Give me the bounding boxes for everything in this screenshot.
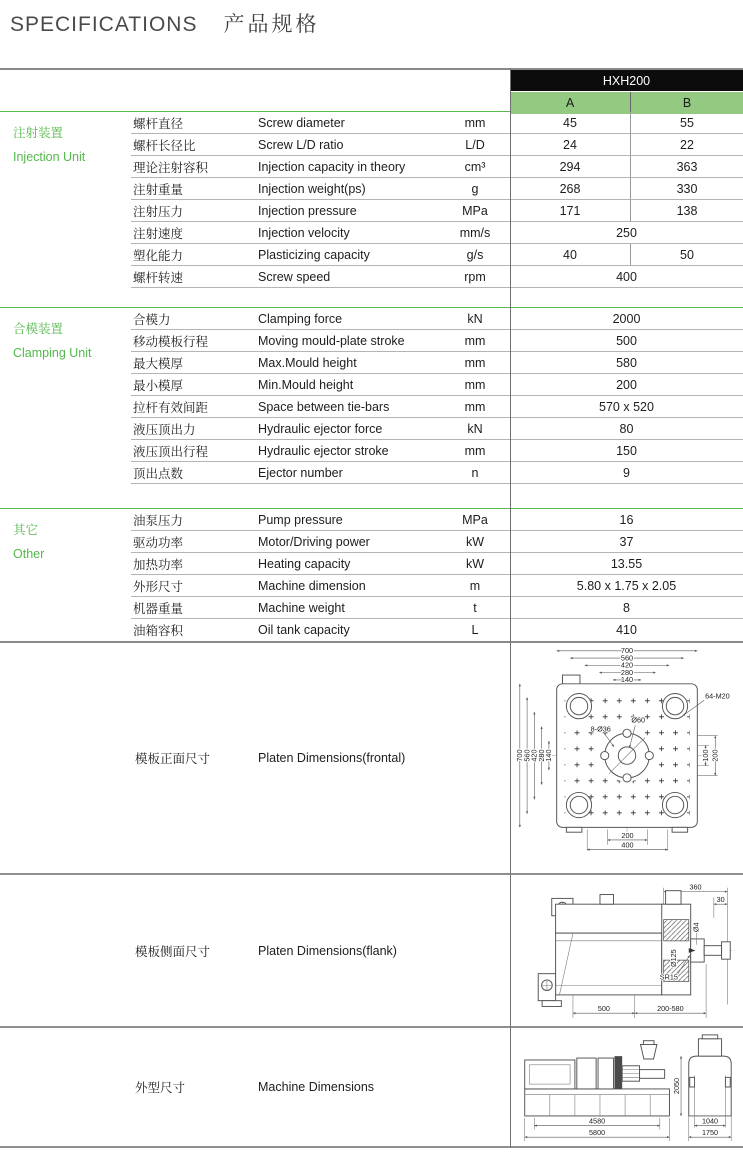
variant-a-header-cell: A bbox=[510, 92, 630, 114]
spec-row bbox=[0, 178, 743, 200]
spec-name-en: Heating capacity bbox=[258, 553, 440, 575]
spec-row bbox=[0, 440, 743, 462]
diagram-figure-cell bbox=[510, 1028, 743, 1146]
spec-value-a: 24 bbox=[510, 134, 630, 156]
spec-name-en: Clamping force bbox=[258, 308, 440, 330]
spec-name-zh: 注射重量 bbox=[131, 178, 258, 200]
table-header bbox=[0, 68, 743, 112]
spec-unit: mm bbox=[440, 440, 510, 462]
section-label-zh: 其它 bbox=[13, 523, 39, 537]
spec-row bbox=[0, 330, 743, 352]
spec-value-a: 40 bbox=[510, 244, 630, 266]
spec-row bbox=[0, 418, 743, 440]
spec-row bbox=[0, 396, 743, 418]
spec-unit: g/s bbox=[440, 244, 510, 266]
spec-value-shared: 580 bbox=[510, 352, 743, 374]
spec-name-en: Screw diameter bbox=[258, 112, 440, 134]
diagram-label-zh: 模板侧面尺寸 bbox=[135, 944, 211, 959]
section-other bbox=[0, 508, 743, 643]
spec-value-b: 55 bbox=[630, 112, 743, 134]
table-vertical-divider bbox=[510, 68, 511, 1148]
spec-row bbox=[0, 156, 743, 178]
spec-unit: mm bbox=[440, 374, 510, 396]
row-left-spacer bbox=[0, 178, 131, 200]
diagram-label-zh: 模板正面尺寸 bbox=[135, 752, 211, 766]
section-clamping-unit bbox=[0, 307, 743, 484]
spec-value-b: 22 bbox=[630, 134, 743, 156]
spec-unit: t bbox=[440, 597, 510, 619]
spec-unit: kW bbox=[440, 553, 510, 575]
spec-name-en: Screw speed bbox=[258, 266, 440, 288]
dim-label: 700 bbox=[620, 646, 633, 656]
spec-unit: mm bbox=[440, 352, 510, 374]
spec-row bbox=[0, 352, 743, 374]
spec-name-en: Hydraulic ejector force bbox=[258, 418, 440, 440]
spec-row bbox=[0, 266, 743, 288]
spec-name-en: Plasticizing capacity bbox=[258, 244, 440, 266]
spec-unit: kW bbox=[440, 531, 510, 553]
dim-label: 400 bbox=[620, 840, 634, 850]
spec-name-en: Moving mould-plate stroke bbox=[258, 330, 440, 352]
spec-unit: L/D bbox=[440, 134, 510, 156]
spec-value-b: 330 bbox=[630, 178, 743, 200]
spec-value-shared: 400 bbox=[510, 266, 743, 288]
spec-row bbox=[0, 200, 743, 222]
spec-row bbox=[0, 222, 743, 244]
spec-row bbox=[0, 619, 743, 641]
spec-value-shared: 9 bbox=[510, 462, 743, 484]
spec-value-shared: 37 bbox=[510, 531, 743, 553]
spec-name-zh: 加热功率 bbox=[131, 553, 258, 575]
spec-value-shared: 500 bbox=[510, 330, 743, 352]
section-label-en: Injection Unit bbox=[13, 150, 86, 164]
row-left-spacer bbox=[0, 200, 131, 222]
spec-unit: mm bbox=[440, 112, 510, 134]
spec-name-zh: 液压顶出力 bbox=[131, 418, 258, 440]
spec-unit: kN bbox=[440, 308, 510, 330]
spec-unit: cm³ bbox=[440, 156, 510, 178]
spec-row bbox=[0, 244, 743, 266]
spec-name-en: Injection weight(ps) bbox=[258, 178, 440, 200]
spec-name-en: Injection velocity bbox=[258, 222, 440, 244]
spec-name-zh: 拉杆有效间距 bbox=[131, 396, 258, 418]
spec-name-zh: 液压顶出行程 bbox=[131, 440, 258, 462]
spec-row bbox=[0, 308, 743, 330]
spec-name-en: Hydraulic ejector stroke bbox=[258, 440, 440, 462]
spec-unit: kN bbox=[440, 418, 510, 440]
spec-name-zh: 油泵压力 bbox=[131, 509, 258, 531]
dim-label: 280 bbox=[620, 667, 633, 677]
spec-name-zh: 油箱容积 bbox=[133, 624, 184, 638]
dim-label: 140 bbox=[543, 749, 553, 762]
spec-value-shared: 16 bbox=[510, 509, 743, 531]
spec-row bbox=[0, 531, 743, 553]
spec-unit: rpm bbox=[440, 266, 510, 288]
spec-name-zh: 驱动功率 bbox=[131, 531, 258, 553]
dim-label: 280 bbox=[536, 749, 546, 762]
spec-name-zh: 机器重量 bbox=[131, 597, 258, 619]
dim-label: 4580 bbox=[588, 1116, 605, 1126]
spec-name-en: Injection capacity in theory bbox=[258, 156, 440, 178]
section-label-en: Other bbox=[13, 547, 45, 561]
spec-name-en: Pump pressure bbox=[258, 509, 440, 531]
spec-name-en: Machine dimension bbox=[258, 575, 440, 597]
dim-label: 360 bbox=[688, 882, 702, 892]
spec-name-en: Max.Mould height bbox=[258, 352, 440, 374]
spec-value-shared: 80 bbox=[510, 418, 743, 440]
spec-name-zh: 注射压力 bbox=[131, 200, 258, 222]
spec-row bbox=[0, 553, 743, 575]
spec-unit: m bbox=[440, 575, 510, 597]
spec-unit: mm/s bbox=[440, 222, 510, 244]
dim-label: 140 bbox=[620, 675, 633, 685]
spec-value-shared: 410 bbox=[616, 623, 637, 637]
diagram-label-en: Machine Dimensions bbox=[258, 1080, 375, 1094]
spec-name-zh: 最大模厚 bbox=[131, 352, 258, 374]
annotation-label: 8-Ø36 bbox=[590, 724, 611, 734]
spec-name-en: Min.Mould height bbox=[258, 374, 440, 396]
dim-label: 420 bbox=[529, 749, 539, 762]
spec-value-b: 363 bbox=[630, 156, 743, 178]
diagram-label-en: Platen Dimensions(flank) bbox=[258, 943, 397, 958]
spec-name-en: Screw L/D ratio bbox=[258, 134, 440, 156]
spec-unit: g bbox=[440, 178, 510, 200]
spec-unit: L bbox=[471, 623, 479, 637]
page-title-zh: 产品规格 bbox=[223, 13, 320, 36]
spec-row bbox=[0, 509, 743, 531]
annotation-label: Ø4 bbox=[691, 922, 701, 933]
page-title-en: SPECIFICATIONS bbox=[10, 13, 198, 36]
spec-name-en: Injection pressure bbox=[258, 200, 440, 222]
diagram-row-platen-flank bbox=[0, 875, 743, 1028]
model-header-cell: HXH200 bbox=[510, 70, 743, 92]
spec-row bbox=[0, 134, 743, 156]
spec-name-zh: 顶出点数 bbox=[131, 462, 258, 484]
dim-label: 100 bbox=[700, 749, 710, 762]
diagram-row-machine-dimensions bbox=[0, 1028, 743, 1148]
spec-row bbox=[0, 374, 743, 396]
annotation-label: 64-M20 bbox=[704, 691, 730, 701]
spec-value-b: 138 bbox=[630, 200, 743, 222]
annotation-label: Ø60 bbox=[630, 715, 645, 725]
spec-value-shared: 150 bbox=[510, 440, 743, 462]
spec-unit: n bbox=[440, 462, 510, 484]
spec-unit: MPa bbox=[440, 200, 510, 222]
page-title bbox=[10, 8, 319, 38]
dim-label: 420 bbox=[620, 660, 633, 670]
section-label-zh: 注射装置 bbox=[13, 126, 64, 140]
spec-value-b: 50 bbox=[630, 244, 743, 266]
section-label bbox=[13, 121, 85, 169]
spec-row bbox=[0, 575, 743, 597]
spec-value-shared: 8 bbox=[510, 597, 743, 619]
spec-table bbox=[0, 68, 743, 1148]
section-label-zh: 合模装置 bbox=[13, 322, 64, 336]
section-label-en: Clamping Unit bbox=[13, 346, 92, 360]
row-left-spacer bbox=[0, 222, 131, 244]
spec-name-zh: 螺杆转速 bbox=[131, 266, 258, 288]
spec-name-zh: 最小模厚 bbox=[131, 374, 258, 396]
annotation-label: SR15 bbox=[659, 972, 678, 982]
spec-value-shared: 13.55 bbox=[510, 553, 743, 575]
spec-name-zh: 理论注射容积 bbox=[131, 156, 258, 178]
dim-label: 500 bbox=[597, 1003, 610, 1013]
spec-name-en: Machine weight bbox=[258, 597, 440, 619]
dim-label: 700 bbox=[514, 749, 524, 762]
row-left-spacer bbox=[0, 396, 131, 418]
spec-value-a: 268 bbox=[510, 178, 630, 200]
row-left-spacer bbox=[0, 440, 131, 462]
diagram-figure-cell bbox=[510, 875, 743, 1026]
spec-name-zh: 螺杆长径比 bbox=[131, 134, 258, 156]
spec-name-en: Oil tank capacity bbox=[258, 623, 350, 637]
spec-row bbox=[0, 597, 743, 619]
diagram-label-en: Platen Dimensions(frontal) bbox=[258, 751, 406, 765]
dim-label: 1040 bbox=[701, 1116, 718, 1126]
spec-value-shared: 250 bbox=[510, 222, 743, 244]
dim-label: 560 bbox=[521, 749, 531, 762]
spec-name-zh: 注射速度 bbox=[131, 222, 258, 244]
spec-name-en: Space between tie-bars bbox=[258, 396, 440, 418]
diagram-figure-cell bbox=[510, 643, 743, 873]
spec-value-shared: 200 bbox=[510, 374, 743, 396]
platen-frontal-diagram bbox=[514, 645, 740, 871]
row-left-spacer bbox=[0, 462, 131, 484]
section-injection-unit bbox=[0, 112, 743, 288]
annotation-label: Ø125 bbox=[668, 949, 678, 968]
spec-value-shared: 570 x 520 bbox=[510, 396, 743, 418]
spec-value-shared: 2000 bbox=[510, 308, 743, 330]
machine-dimensions-diagram bbox=[517, 1029, 737, 1145]
dim-label: 200 bbox=[710, 749, 720, 762]
diagram-label-zh: 外型尺寸 bbox=[135, 1081, 186, 1095]
spec-value-a: 171 bbox=[510, 200, 630, 222]
dim-label: 5800 bbox=[588, 1127, 605, 1137]
spec-name-zh: 螺杆直径 bbox=[131, 112, 258, 134]
spec-name-zh: 外形尺寸 bbox=[131, 575, 258, 597]
spec-unit: MPa bbox=[440, 509, 510, 531]
spec-name-en: Ejector number bbox=[258, 462, 440, 484]
row-left-spacer bbox=[0, 374, 131, 396]
dim-label: 560 bbox=[620, 653, 633, 663]
dim-label: 200-580 bbox=[656, 1003, 684, 1013]
spec-row bbox=[0, 462, 743, 484]
spec-unit: mm bbox=[440, 396, 510, 418]
spec-unit: mm bbox=[440, 330, 510, 352]
dim-label: 200 bbox=[620, 830, 634, 840]
dim-label: 1750 bbox=[701, 1127, 718, 1137]
spec-row bbox=[0, 112, 743, 134]
row-left-spacer bbox=[0, 266, 131, 288]
diagram-row-platen-frontal bbox=[0, 643, 743, 875]
spec-name-zh: 移动模板行程 bbox=[131, 330, 258, 352]
spec-name-zh: 合模力 bbox=[131, 308, 258, 330]
section-label bbox=[13, 518, 44, 566]
row-left-spacer bbox=[0, 597, 131, 619]
variant-b-header-cell: B bbox=[630, 92, 743, 114]
dim-label: 30 bbox=[716, 894, 725, 904]
row-left-spacer bbox=[0, 418, 131, 440]
row-left-spacer bbox=[0, 575, 131, 597]
spec-name-en: Motor/Driving power bbox=[258, 531, 440, 553]
section-label bbox=[13, 317, 92, 365]
spec-name-zh: 塑化能力 bbox=[131, 244, 258, 266]
spec-value-a: 294 bbox=[510, 156, 630, 178]
spec-value-a: 45 bbox=[510, 112, 630, 134]
spec-value-shared: 5.80 x 1.75 x 2.05 bbox=[510, 575, 743, 597]
platen-flank-diagram bbox=[517, 877, 737, 1024]
row-left-spacer bbox=[0, 619, 131, 641]
row-left-spacer bbox=[0, 244, 131, 266]
dim-label: 2050 bbox=[671, 1078, 681, 1095]
